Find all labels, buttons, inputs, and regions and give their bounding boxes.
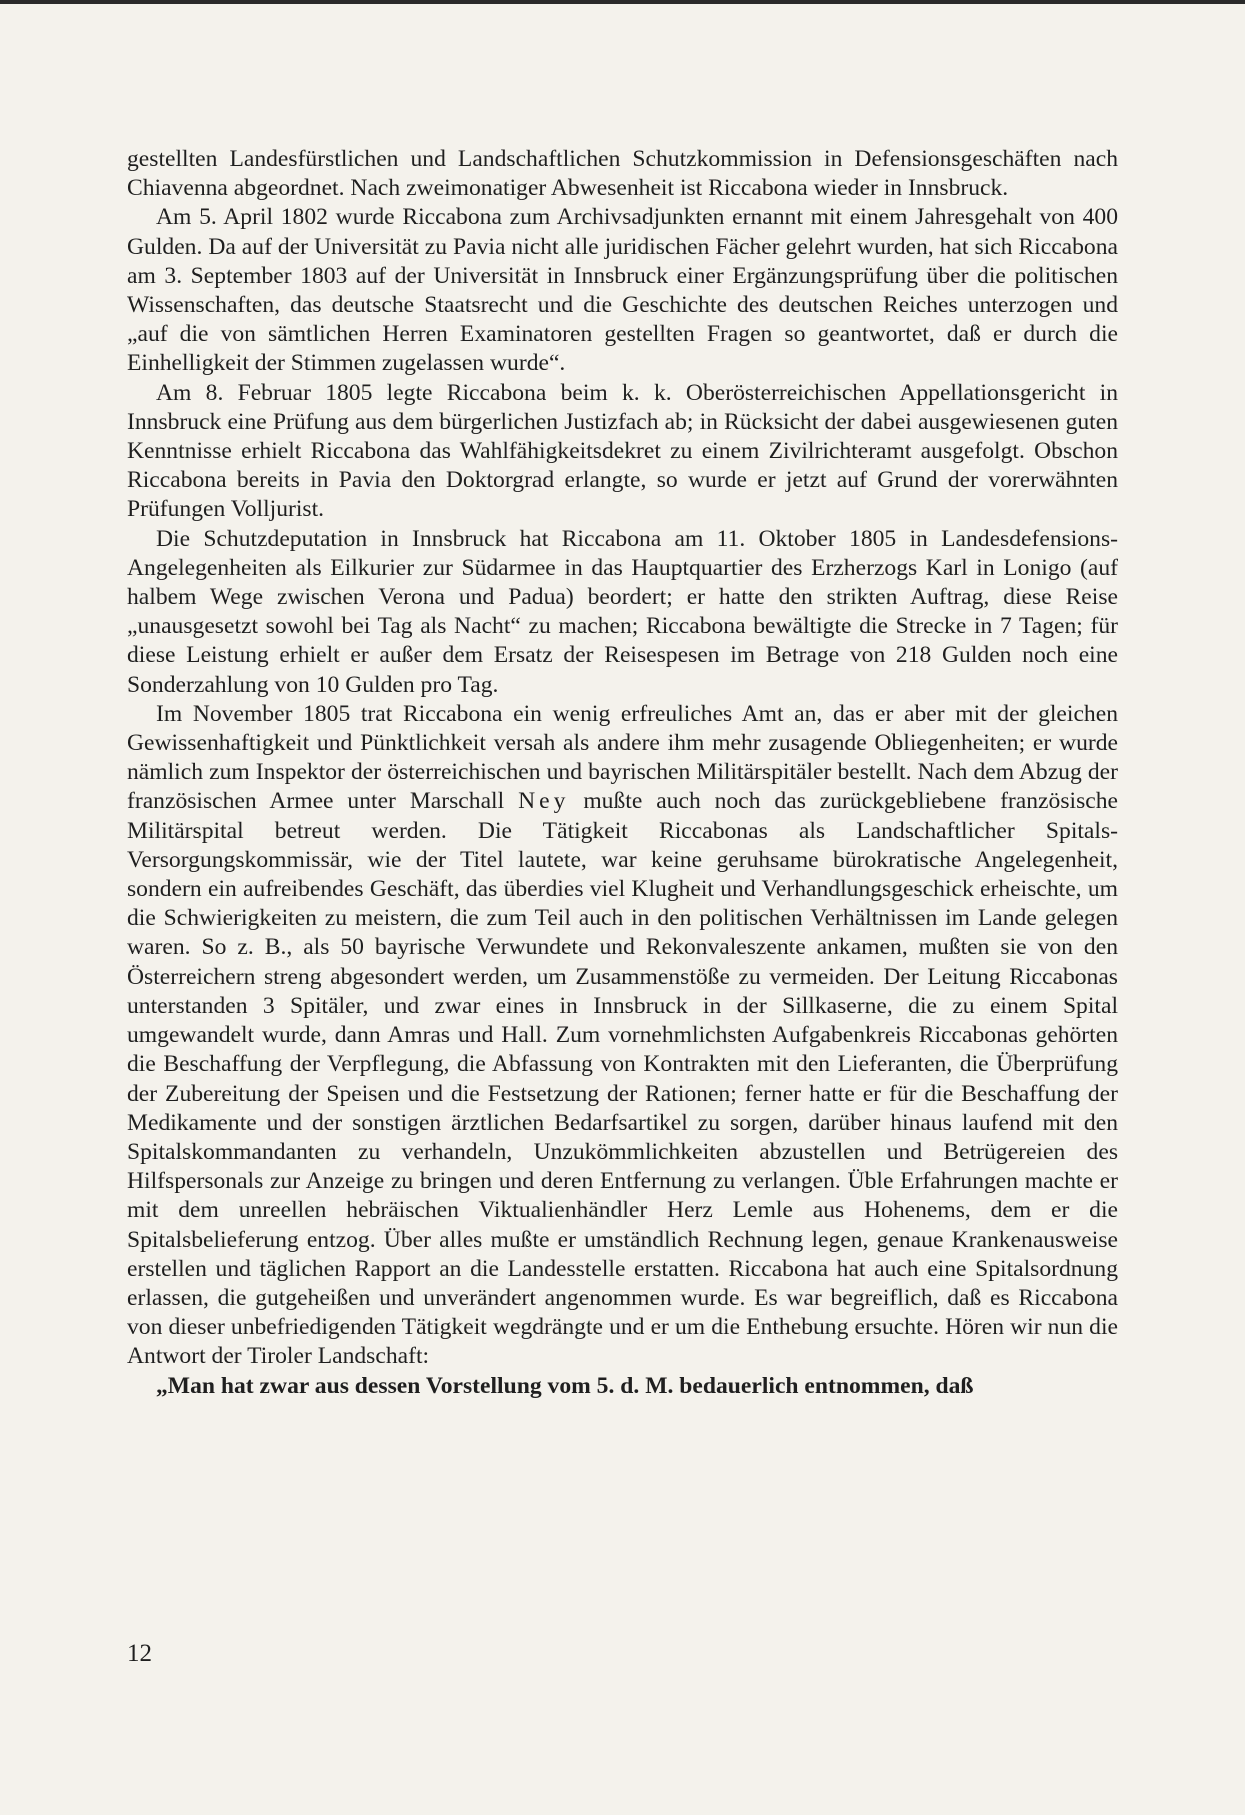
- body-text: [127, 145, 1118, 1401]
- paragraph-segment: mußte auch noch das zurückgebliebene französische Militärspital betreut werden. Die Tätigkeit Riccabonas als Landschaftlicher Spitals-Versorgungskommissär, wie der Titel lautete, war keine geruhsame bürokratische Angelegenheit, sondern ein aufreibendes Geschäft, das überdies viel Klugheit und Verhandlungsgeschick erheischte, um die Schwierigkeiten zu meistern, die zum Teil auch in den politischen Verhältnissen im Lande gelegen waren. So z. B., als 50 bayrische Verwundete und Rekonvaleszente ankamen, mußten sie von den Österreichern streng abgesondert werden, um Zusammenstöße zu vermeiden. Der Leitung Riccabonas unterstanden 3 Spitäler, und zwar eines in Innsbruck in der Sillkaserne, die zu einem Spital umgewandelt wurde, dann Amras und Hall. Zum vornehmlichsten Aufgabenkreis Riccabonas gehörten die Beschaffung der Verpflegung, die Abfassung von Kontrakten mit den Lieferanten, die Überprüfung der Zubereitung der Speisen und die Festsetzung der Rationen; ferner hatte er für die Beschaffung der Medikamente und der sonstigen ärztlichen Bedarfsartikel zu sorgen, darüber hinaus laufend mit den Spitalskommandanten zu verhandeln, Unzukömmlichkeiten abzustellen und Betrügereien des Hilfspersonals zur Anzeige zu bringen und deren Entfernung zu verlangen. Üble Erfahrungen machte er mit dem unreellen hebräischen Viktualienhändler Herz Lemle aus Hohenems, dem er die Spitalsbelieferung entzog. Über alles mußte er umständlich Rechnung legen, genaue Krankenausweise erstellen und täglichen Rapport an die Landesstelle erstatten. Riccabona hat auch eine Spitalsordnung erlassen, die gutgeheißen und unverändert angenommen wurde. Es war begreiflich, daß es Riccabona von dieser unbefriedigenden Tätigkeit wegdrängte und er um die Enthebung ersuchte. Hören wir nun die Antwort der Tiroler Landschaft:: [127, 788, 1118, 1370]
- paragraph: Am 5. April 1802 wurde Riccabona zum Archivsadjunkten ernannt mit einem Jahresgehalt von 400 Gulden. Da auf der Universität zu Pavia nicht alle juridischen Fächer gelehrt wurden, hat sich Riccabona am 3. September 1803 auf der Universität in Innsbruck einer Ergänzungsprüfung über die politischen Wissenschaften, das deutsche Staatsrecht und die Geschichte des deutschen Reiches unterzogen und „auf die von sämtlichen Herren Examinatoren gestellten Fragen so geantwortet, daß er durch die Einhelligkeit der Stimmen zugelassen wurde“.: [127, 204, 1118, 377]
- emphasized-name: Ney: [518, 788, 570, 815]
- quote-paragraph: „Man hat zwar aus dessen Vorstellung vom 5. d. M. bedauerlich entnommen, daß: [156, 1372, 974, 1399]
- paragraph-segment: Im November 1805 trat Riccabona ein wenig erfreuliches Amt an, das er aber mit der gleichen Gewissenhaftigkeit und Pünktlichkeit versah als andere ihm mehr zusagende Obliegenheiten; er wurde nämlich zum Inspektor der österreichischen und bayrischen Militärspitäler bestellt. Nach dem Abzug der französischen Armee unter Marschall: [127, 700, 1118, 815]
- page-number: 12: [127, 1640, 152, 1667]
- paragraph: [127, 700, 1118, 1372]
- top-border-rule: [0, 0, 1245, 4]
- paragraph: Am 8. Februar 1805 legte Riccabona beim k. k. Oberösterreichischen Appellationsgericht in Innsbruck eine Prüfung aus dem bürgerlichen Justizfach ab; in Rücksicht der dabei ausgewiesenen guten Kenntnisse erhielt Riccabona das Wahlfähigkeitsdekret zu einem Zivilrichteramt ausgefolgt. Obschon Riccabona bereits in Pavia den Doktorgrad erlangte, so wurde er jetzt auf Grund der vorerwähnten Prüfungen Volljurist.: [127, 379, 1118, 523]
- paragraph: gestellten Landesfürstlichen und Landschaftlichen Schutzkommission in Defensionsgeschäften nach Chiavenna abgeordnet. Nach zweimonatiger Abwesenheit ist Riccabona wieder in Innsbruck.: [127, 146, 1118, 202]
- paragraph: Die Schutzdeputation in Innsbruck hat Riccabona am 11. Oktober 1805 in Landesdefensions-Angelegenheiten als Eilkurier zur Südarmee in das Hauptquartier des Erzherzogs Karl in Lonigo (auf halbem Wege zwischen Verona und Padua) beordert; er hatte den strikten Auftrag, diese Reise „unausgesetzt sowohl bei Tag als Nacht“ zu machen; Riccabona bewältigte die Strecke in 7 Tagen; für diese Leistung erhielt er außer dem Ersatz der Reisespesen im Betrage von 218 Gulden noch eine Sonderzahlung von 10 Gulden pro Tag.: [127, 525, 1118, 698]
